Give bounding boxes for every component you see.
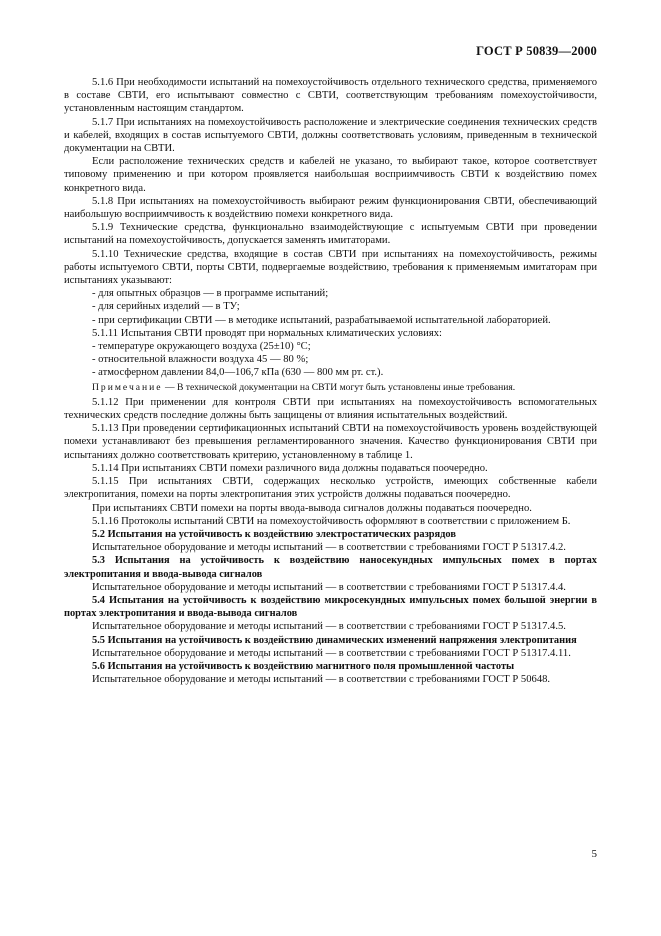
paragraph-5-1-7: 5.1.7 При испытаниях на помехоустойчивость расположение и электрические соединения технических средств и кабелей, входящих в состав испытуемого СВТИ, должны соответствовать условиям, приведенным в технической документации на СВТИ. [64, 116, 597, 155]
section-heading-5-6: 5.6 Испытания на устойчивость к воздействию магнитного поля промышленной частоты [92, 660, 515, 672]
paragraph-5-1-10: 5.1.10 Технические средства, входящие в состав СВТИ при испытаниях на помехоустойчивость, режимы работы испытуемого СВТИ, порты СВТИ, подвергаемые воздействию, требования к применяемым имитаторам при испытаниях указывают: [64, 248, 597, 287]
paragraph-5-3-equipment: Испытательное оборудование и методы испытаний — в соответствии с требованиями ГОСТ Р 51317.4.4. [92, 581, 566, 593]
paragraph-io-ports: При испытаниях СВТИ помехи на порты ввода-вывода сигналов должны подаваться поочередно. [92, 502, 532, 514]
note [64, 380, 597, 396]
paragraph-5-1-12: 5.1.12 При применении для контроля СВТИ при испытаниях на помехоустойчивость вспомогательных технических средств последние должны быть защищены от влияния испытательных воздействий. [64, 396, 597, 422]
paragraph-5-1-6: 5.1.6 При необходимости испытаний на помехоустойчивость отдельного технического средства, применяемого в составе СВТИ, его испытывают совместно с СВТИ, соответствующим требованиям помехоустойчивости, установленным настоящим стандартом. [64, 77, 597, 115]
paragraph-5-6-equipment: Испытательное оборудование и методы испытаний — в соответствии с требованиями ГОСТ Р 50648. [92, 674, 551, 686]
section-heading-5-5: 5.5 Испытания на устойчивость к воздействию динамических изменений напряжения электропитания [92, 634, 577, 646]
list-item-temperature: - температуре окружающего воздуха (25±10) °С; [92, 341, 311, 353]
page-number: 5 [591, 848, 597, 860]
note-text: — В технической документации на СВТИ могут быть установлены иные требования. [164, 381, 516, 393]
section-heading-5-2: 5.2 Испытания на устойчивость к воздействию электростатических разрядов [92, 528, 456, 540]
paragraph-5-1-13: 5.1.13 При проведении сертификационных испытаний СВТИ на помехоустойчивость уровень воздействующей помехи устанавливают без превышения регламентированного значения. Качество функционирования СВТИ при испытаниях должно соответствовать критерию, установленному в таблице 1. [64, 423, 597, 461]
note-label: Примечание [92, 381, 163, 393]
paragraph-layout-default: Если расположение технических средств и кабелей не указано, то выбирают такое, которое соответствует типовому применению и при котором проявляется наибольшая восприимчивость СВТИ к воздействию помех конкретного вида. [64, 156, 597, 194]
paragraph-5-1-15: 5.1.15 При испытаниях СВТИ, содержащих несколько устройств, имеющих собственные кабели электропитания, помехи на порты электропитания этих устройств должны подаваться поочередно. [64, 476, 597, 501]
paragraph-5-2-equipment: Испытательное оборудование и методы испытаний — в соответствии с требованиями ГОСТ Р 51317.4.2. [92, 542, 566, 554]
paragraph-5-5-equipment: Испытательное оборудование и методы испытаний — в соответствии с требованиями ГОСТ Р 51317.4.11. [92, 647, 571, 659]
paragraph-5-4-equipment: Испытательное оборудование и методы испытаний — в соответствии с требованиями ГОСТ Р 51317.4.5. [92, 621, 566, 633]
section-heading-5-3: 5.3 Испытания на устойчивость к воздействию наносекундных импульсных помех в портах электропитания и ввода-вывода сигналов [64, 555, 597, 580]
body-text [64, 76, 597, 686]
list-item-pressure: - атмосферном давлении 84,0—106,7 кПа (630 — 800 мм рт. ст.). [92, 367, 384, 379]
paragraph-5-1-8: 5.1.8 При испытаниях на помехоустойчивость выбирают режим функционирования СВТИ, обеспечивающий наибольшую восприимчивость к воздействию помехи конкретного вида. [64, 195, 597, 221]
list-item-humidity: - относительной влажности воздуха 45 — 80 %; [92, 354, 309, 366]
list-item-certification: - при сертификации СВТИ — в методике испытаний, разрабатываемой испытательной лабораторией. [92, 314, 551, 326]
paragraph-5-1-9: 5.1.9 Технические средства, функционально взаимодействующие с испытуемым СВТИ при проведении испытаний на помехоустойчивость, допускается заменять имитаторами. [64, 222, 597, 247]
paragraph-5-1-11: 5.1.11 Испытания СВТИ проводят при нормальных климатических условиях: [92, 327, 442, 339]
section-heading-5-4: 5.4 Испытания на устойчивость к воздействию микросекундных импульсных помех большой энергии в портах электропитания и ввода-вывода сигналов [64, 594, 597, 620]
standard-header: ГОСТ Р 50839—2000 [476, 44, 597, 58]
paragraph-5-1-16: 5.1.16 Протоколы испытаний СВТИ на помехоустойчивость оформляют в соответствии с приложением Б. [92, 515, 571, 527]
list-item-prototypes: - для опытных образцов — в программе испытаний; [92, 288, 329, 300]
paragraph-5-1-14: 5.1.14 При испытаниях СВТИ помехи различного вида должны подаваться поочередно. [92, 462, 488, 474]
list-item-serial: - для серийных изделий — в ТУ; [92, 301, 240, 313]
